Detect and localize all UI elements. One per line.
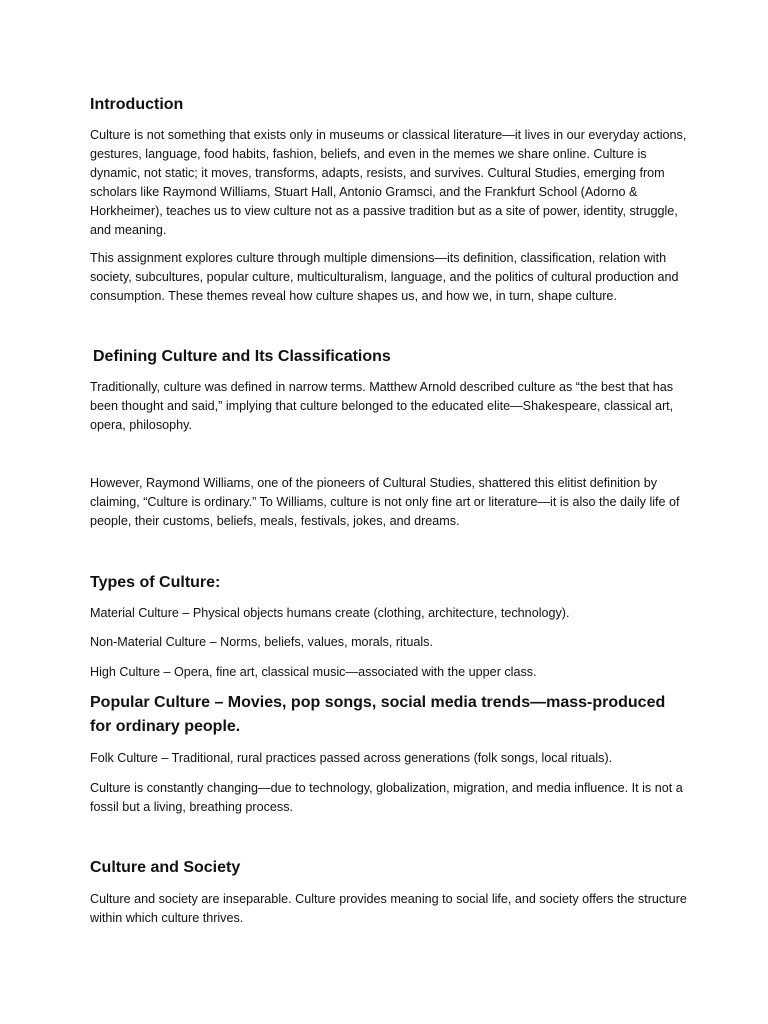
defining-culture-heading: Defining Culture and Its Classifications <box>93 348 391 365</box>
type-material-culture: Material Culture – Physical objects humans create (clothing, architecture, technology). <box>90 606 570 620</box>
culture-and-society-paragraph: Culture and society are inseparable. Culture provides meaning to social life, and society offers the structure within which culture thrives. <box>90 892 687 925</box>
type-high-culture: High Culture – Opera, fine art, classical music—associated with the upper class. <box>90 665 537 679</box>
type-non-material-culture: Non-Material Culture – Norms, beliefs, values, morals, rituals. <box>90 635 433 649</box>
defining-paragraph-2: However, Raymond Williams, one of the pioneers of Cultural Studies, shattered this elitist definition by claiming, “Culture is ordinary.” To Williams, culture is not only fine art or literature—it is also the daily life of people, their customs, beliefs, meals, festivals, jokes, and dreams. <box>90 476 680 528</box>
introduction-heading: Introduction <box>90 96 184 113</box>
types-of-culture-heading: Types of Culture: <box>90 574 221 591</box>
defining-paragraph-1: Traditionally, culture was defined in narrow terms. Matthew Arnold described culture as “the best that has been thought and said,” implying that culture belonged to the educated elite—Shakespeare, classical art, opera, philosophy. <box>90 380 674 432</box>
type-popular-culture: Popular Culture – Movies, pop songs, social media trends—mass-produced for ordinary people. <box>90 694 666 735</box>
culture-and-society-heading: Culture and Society <box>90 859 241 876</box>
introduction-paragraph-2: This assignment explores culture through multiple dimensions—its definition, classification, relation with society, subcultures, popular culture, multiculturalism, language, and the politics of cultural production and consumption. These themes reveal how culture shapes us, and how we, in turn, shape culture. <box>90 251 679 303</box>
introduction-paragraph-1: Culture is not something that exists only in museums or classical literature—it lives in our everyday actions, gestures, language, food habits, fashion, beliefs, and even in the memes we share online. Culture is dynamic, not static; it moves, transforms, adapts, resists, and survives. Cultural Studies, emerging from scholars like Raymond Williams, Stuart Hall, Antonio Gramsci, and the Frankfurt School (Adorno & Horkheimer), teaches us to view culture not as a passive tradition but as a site of power, identity, struggle, and meaning. <box>90 128 687 237</box>
culture-changing-paragraph: Culture is constantly changing—due to technology, globalization, migration, and media influence. It is not a fossil but a living, breathing process. <box>90 781 683 814</box>
type-folk-culture: Folk Culture – Traditional, rural practices passed across generations (folk songs, local rituals). <box>90 751 613 765</box>
